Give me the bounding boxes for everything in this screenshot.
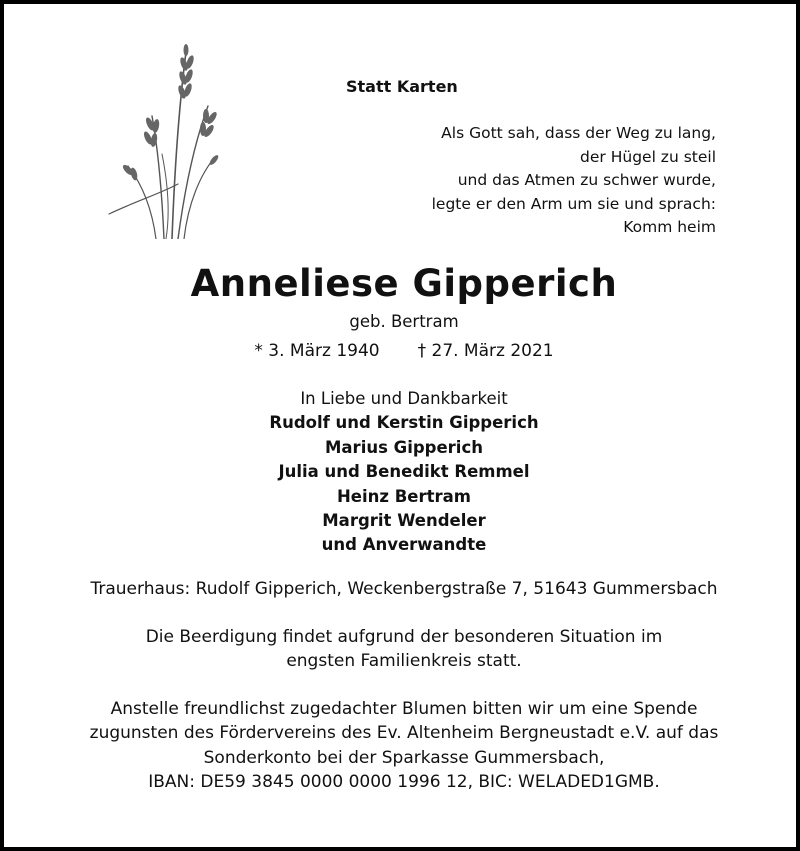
family-block <box>4 387 800 558</box>
birth-date: * 3. März 1940 <box>254 341 380 361</box>
donation-info-line: Anstelle freundlichst zugedachter Blumen bitten wir um eine Spende <box>110 699 698 719</box>
funeral-info <box>4 625 800 674</box>
family-member: Heinz Bertram <box>336 486 471 506</box>
funeral-info-line: engsten Familienkreis statt. <box>286 651 522 672</box>
family-member: Marius Gipperich <box>325 437 483 457</box>
family-member: Julia und Benedikt Remmel <box>278 462 530 482</box>
donation-info-line: Sonderkonto bei der Sparkasse Gummersbach, <box>203 747 605 768</box>
family-member: Margrit Wendeler <box>322 511 486 531</box>
trauerhaus-address: Trauerhaus: Rudolf Gipperich, Weckenbergstraße 7, 51643 Gummersbach <box>90 579 718 599</box>
life-dates <box>4 341 800 361</box>
funeral-info-line: Die Beerdigung findet aufgrund der besonderen Situation im <box>145 627 663 647</box>
poem-line: und das Atmen zu schwer wurde, <box>457 171 716 190</box>
poem-line: Als Gott sah, dass der Weg zu lang, <box>441 124 716 142</box>
poem <box>432 122 716 240</box>
donation-info <box>4 697 800 795</box>
family-member: und Anverwandte <box>321 535 487 555</box>
poem-line: der Hügel zu steil <box>580 147 716 166</box>
poem-line: legte er den Arm um sie und sprach: <box>431 194 716 213</box>
wheat-icon <box>104 34 224 239</box>
statt-karten-heading: Statt Karten <box>346 77 458 96</box>
poem-line: Komm heim <box>623 218 716 237</box>
deceased-name: Anneliese Gipperich <box>190 262 618 305</box>
death-date: † 27. März 2021 <box>417 341 554 361</box>
family-intro: In Liebe und Dankbarkeit <box>300 389 508 408</box>
donation-info-line: IBAN: DE59 3845 0000 0000 1996 12, BIC: WELADED1GMB. <box>148 772 660 793</box>
birth-name: geb. Bertram <box>349 312 459 331</box>
family-member: Rudolf und Kerstin Gipperich <box>269 413 539 433</box>
donation-info-line: zugunsten des Fördervereins des Ev. Altenheim Bergneustadt e.V. auf das <box>89 723 719 744</box>
